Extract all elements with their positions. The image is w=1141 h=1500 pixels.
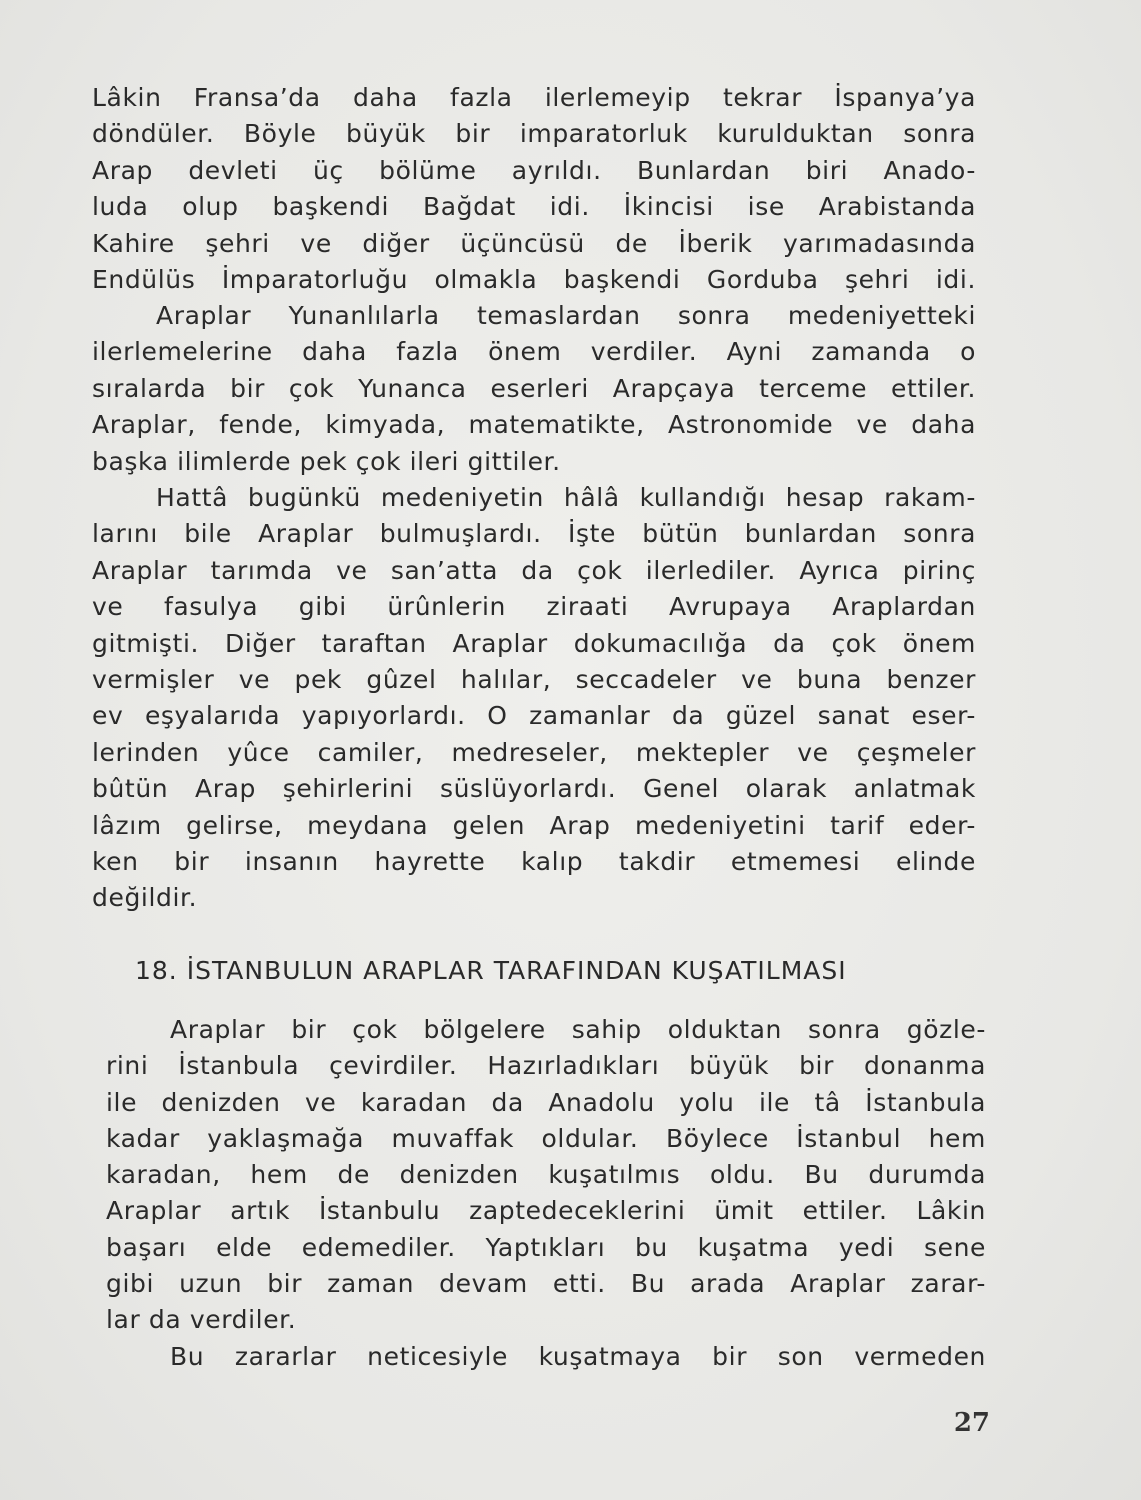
section-heading: 18. İSTANBULUN ARAPLAR TARAFINDAN KUŞATILMASI [135,956,847,985]
section-body [106,1012,986,1375]
text-line: Lâkin Fransa’da daha fazla ilerlemeyip tekrar İspanya’ya [92,83,976,112]
text-line: vermişler ve pek gûzel halılar, seccadeler ve buna benzer [92,664,976,694]
text-line: karadan, hem de denizden kuşatılmıs oldu. Bu durumda [106,1160,986,1190]
page-number: 27 [953,1408,990,1438]
text-line: rini İstanbula çevirdiler. Hazırladıkları büyük bir donanma [106,1051,986,1081]
text-line: ile denizden ve karadan da Anadolu yolu ile tâ İstanbula [106,1087,986,1117]
text-line: Endülüs İmparatorluğu olmakla başkendi Gorduba şehri idi. [92,264,976,294]
text-line: luda olup başkendi Bağdat idi. İkincisi ise Arabistanda [92,192,976,222]
text-line: lerinden yûce camiler, medreseler, mektepler ve çeşmeler [92,737,976,767]
paragraph-2 [92,298,976,480]
text-line: başka ilimlerde pek çok ileri gittiler. [92,446,561,476]
text-line: gibi uzun bir zaman devam etti. Bu arada Araplar zarar- [106,1269,986,1299]
text-line: ilerlemelerine daha fazla önem verdiler. Ayni zamanda o [92,337,976,367]
text-line: Arap devleti üç bölüme ayrıldı. Bunlardan biri Anado- [92,155,976,185]
text-line: lâzım gelirse, meydana gelen Arap medeniyetini tarif eder- [92,810,976,840]
text-line: Hattâ bugünkü medeniyetin hâlâ kullandığı hesap rakam- [156,483,976,512]
text-line: değildir. [92,883,198,913]
text-line: döndüler. Böyle büyük bir imparatorluk kurulduktan sonra [92,119,976,149]
paragraph-3 [92,480,976,917]
text-line: ve fasulya gibi ürûnlerin ziraati Avrupaya Araplardan [92,592,976,622]
text-line: Araplar artık İstanbulu zaptedeceklerini ümit ettiler. Lâkin [106,1196,986,1226]
text-line: ev eşyalarıda yapıyorlardı. O zamanlar da güzel sanat eser- [92,701,976,731]
text-line: kadar yaklaşmağa muvaffak oldular. Böylece İstanbul hem [106,1123,986,1153]
text-line: larını bile Araplar bulmuşlardı. İşte bütün bunlardan sonra [92,519,976,549]
text-line: ken bir insanın hayrette kalıp takdir etmemesi elinde [92,846,976,876]
text-line: başarı elde edemediler. Yaptıkları bu kuşatma yedi sene [106,1232,986,1262]
text-line: Kahire şehri ve diğer üçüncüsü de İberik yarımadasında [92,228,976,258]
paragraph-1 [92,80,976,298]
text-line: Bu zararlar neticesiyle kuşatmaya bir son vermeden [170,1341,986,1371]
text-line: Araplar tarımda ve san’atta da çok ilerlediler. Ayrıca pirinç [92,555,976,585]
text-line: Araplar, fende, kimyada, matematikte, Astronomide ve daha [92,410,976,440]
text-line: Araplar bir çok bölgelere sahip olduktan sonra gözle- [170,1015,986,1044]
text-line: bûtün Arap şehirlerini süslüyorlardı. Genel olarak anlatmak [92,774,976,804]
text-line: sıralarda bir çok Yunanca eserleri Arapçaya terceme ettiler. [92,373,976,403]
text-line: Araplar Yunanlılarla temaslardan sonra medeniyetteki [156,301,976,330]
text-line: lar da verdiler. [106,1305,297,1335]
text-line: gitmişti. Diğer taraftan Araplar dokumacılığa da çok önem [92,628,976,658]
